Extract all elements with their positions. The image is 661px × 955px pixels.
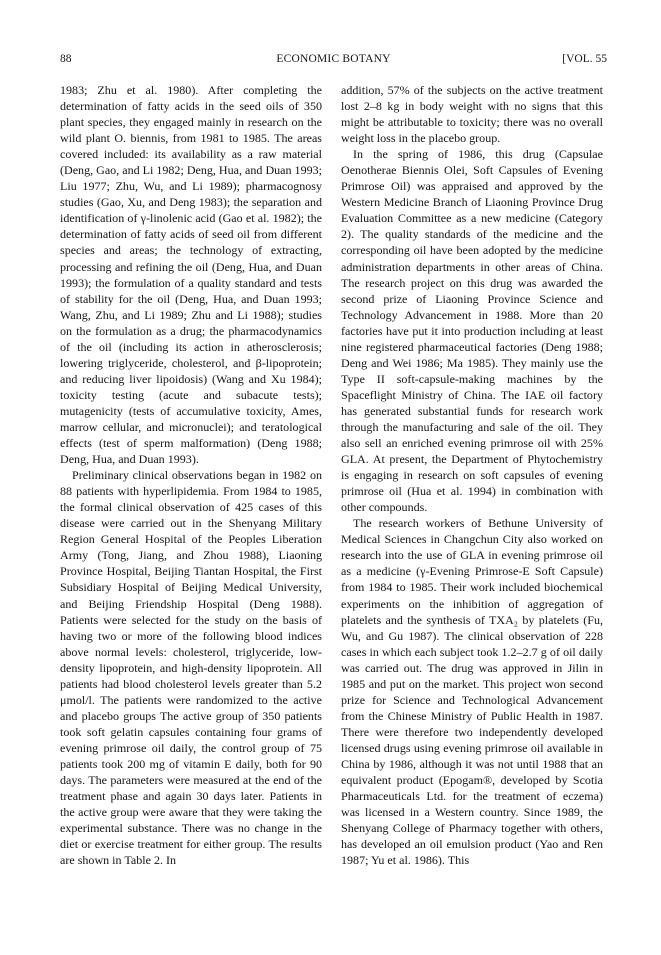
right-column [341,82,603,868]
paragraph: addition, 57% of the subjects on the active treatment lost 2–8 kg in body weight with no signs that this might be attributable to toxicity; there was no overall weight loss in the placebo group. [341,83,603,146]
paragraph: The research workers of Bethune University of Medical Sciences in Changchun City also worked on research into the use of GLA in evening primrose oil as a medicine (γ-Evening Primrose-E Soft Capsule) from 1984 to 1985. Their work included biochemical experiments on the inhibition of aggregation of platelets and the synthesis of TXA₂ by platelets (Fu, Wu, and Gu 1987). The clinical observation of 228 cases in which each subject took 1.2–2.7 g of oil daily was carried out. The drug was approved in Jilin in 1985 and put on the market. This project won second prize for Science and Technological Advancement from the Chinese Ministry of Public Health in 1987. There were therefore two independently developed licensed drugs using evening primrose oil available in China by 1986, although it was not until 1988 that an equivalent product (Epogam®, developed by Scotia Pharmaceuticals Ltd. for the treatment of eczema) was licensed in a Western country. Since 1989, the Shenyang College of Pharmacy together with others, has developed an oil emulsion product (Yao and Ren 1987; Yu et al. 1986). This [341,516,603,868]
paragraph: 1983; Zhu et al. 1980). After completing the determination of fatty acids in the seed oils of 350 plant species, they engaged mainly in research on the wild plant O. biennis, from 1981 to 1985. The areas covered included: its availability as a raw material (Deng, Gao, and Li 1982; Deng, Hua, and Duan 1993; Liu 1977; Zhu, Wu, and Li 1989); pharmacognosy studies (Gao, Xu, and Deng 1983); the separation and identification of γ-linolenic acid (Gao et al. 1982); the determination of fatty acids of seed oil from different species and areas; the technology of extracting, processing and refining the oil (Deng, Hua, and Duan 1993); the formulation of a quality standard and tests of stability for the oil (Deng, Hua, and Duan 1993; Wang, Zhu, and Li 1989; Zhu and Li 1988); studies on the formulation as a drug; the pharmacodynamics of the oil (including its action in atherosclerosis; lowering triglyceride, cholesterol, and β-lipoprotein; and reducing liver lipoidosis) (Wang and Xu 1984); toxicity testing (acute and subacute tests); mutagenicity (tests of accumulative toxicity, Ames, marrow cellular, and micronuclei); and teratological effects (test of sperm malformation) (Deng 1988; Deng, Hua, and Duan 1993). [60,83,322,467]
left-column [60,82,322,868]
volume-label: [VOL. 55 [562,53,607,65]
page-number: 88 [60,53,72,65]
journal-title: ECONOMIC BOTANY [276,53,391,65]
paragraph: In the spring of 1986, this drug (Capsulae Oenotherae Biennis Olei, Soft Capsules of Evening Primrose Oil) was appraised and approved by the Western Medicine Branch of Liaoning Province Drug Evaluation Committee as a new medicine (Category 2). The quality standards of the medicine and the corresponding oil have been adopted by the medicine administration departments in other areas of China. The research project on this drug was awarded the second prize of Liaoning Province Science and Technology Advancement in 1988. More than 20 factories have put it into production including at least nine registered pharmaceutical factories (Deng 1988; Deng and Wei 1986; Ma 1985). They mainly use the Type II soft-capsule-making machines by the Spaceflight Ministry of China. The IAE oil factory has generated substantial funds for research work through the manufacturing and sale of the oil. They also sell an enriched evening primrose oil with 25% GLA. At present, the Department of Phytochemistry is engaging in research on soft capsules of evening primrose oil (Hua et al. 1994) in combination with other compounds. [341,147,603,515]
paragraph: Preliminary clinical observations began in 1982 on 88 patients with hyperlipidemia. From 1984 to 1985, the formal clinical observation of 425 cases of this disease were carried out in the Shenyang Military Region General Hospital of the Peoples Liberation Army (Tong, Jiang, and Zhou 1988), Liaoning Province Hospital, Beijing Tiantan Hospital, the First Subsidiary Hospital of Beijing Medical University, and Beijing Friendship Hospital (Deng 1988). Patients were selected for the study on the basis of having two or more of the following blood indices above normal levels: cholesterol, triglyceride, low-density lipoprotein, and high-density lipoprotein. All patients had blood cholesterol levels greater than 5.2 μmol/l. The patients were randomized to the active and placebo groups The active group of 350 patients took soft gelatin capsules containing four grams of evening primrose oil daily, the control group of 75 patients took 200 mg of vitamin E daily, both for 90 days. The parameters were measured at the end of the treatment phase and again 30 days later. Patients in the active group were aware that they were taking the experimental substance. There was no change in the diet or exercise treatment for either group. The results are shown in Table 2. In [60,468,322,868]
running-header [60,51,607,67]
